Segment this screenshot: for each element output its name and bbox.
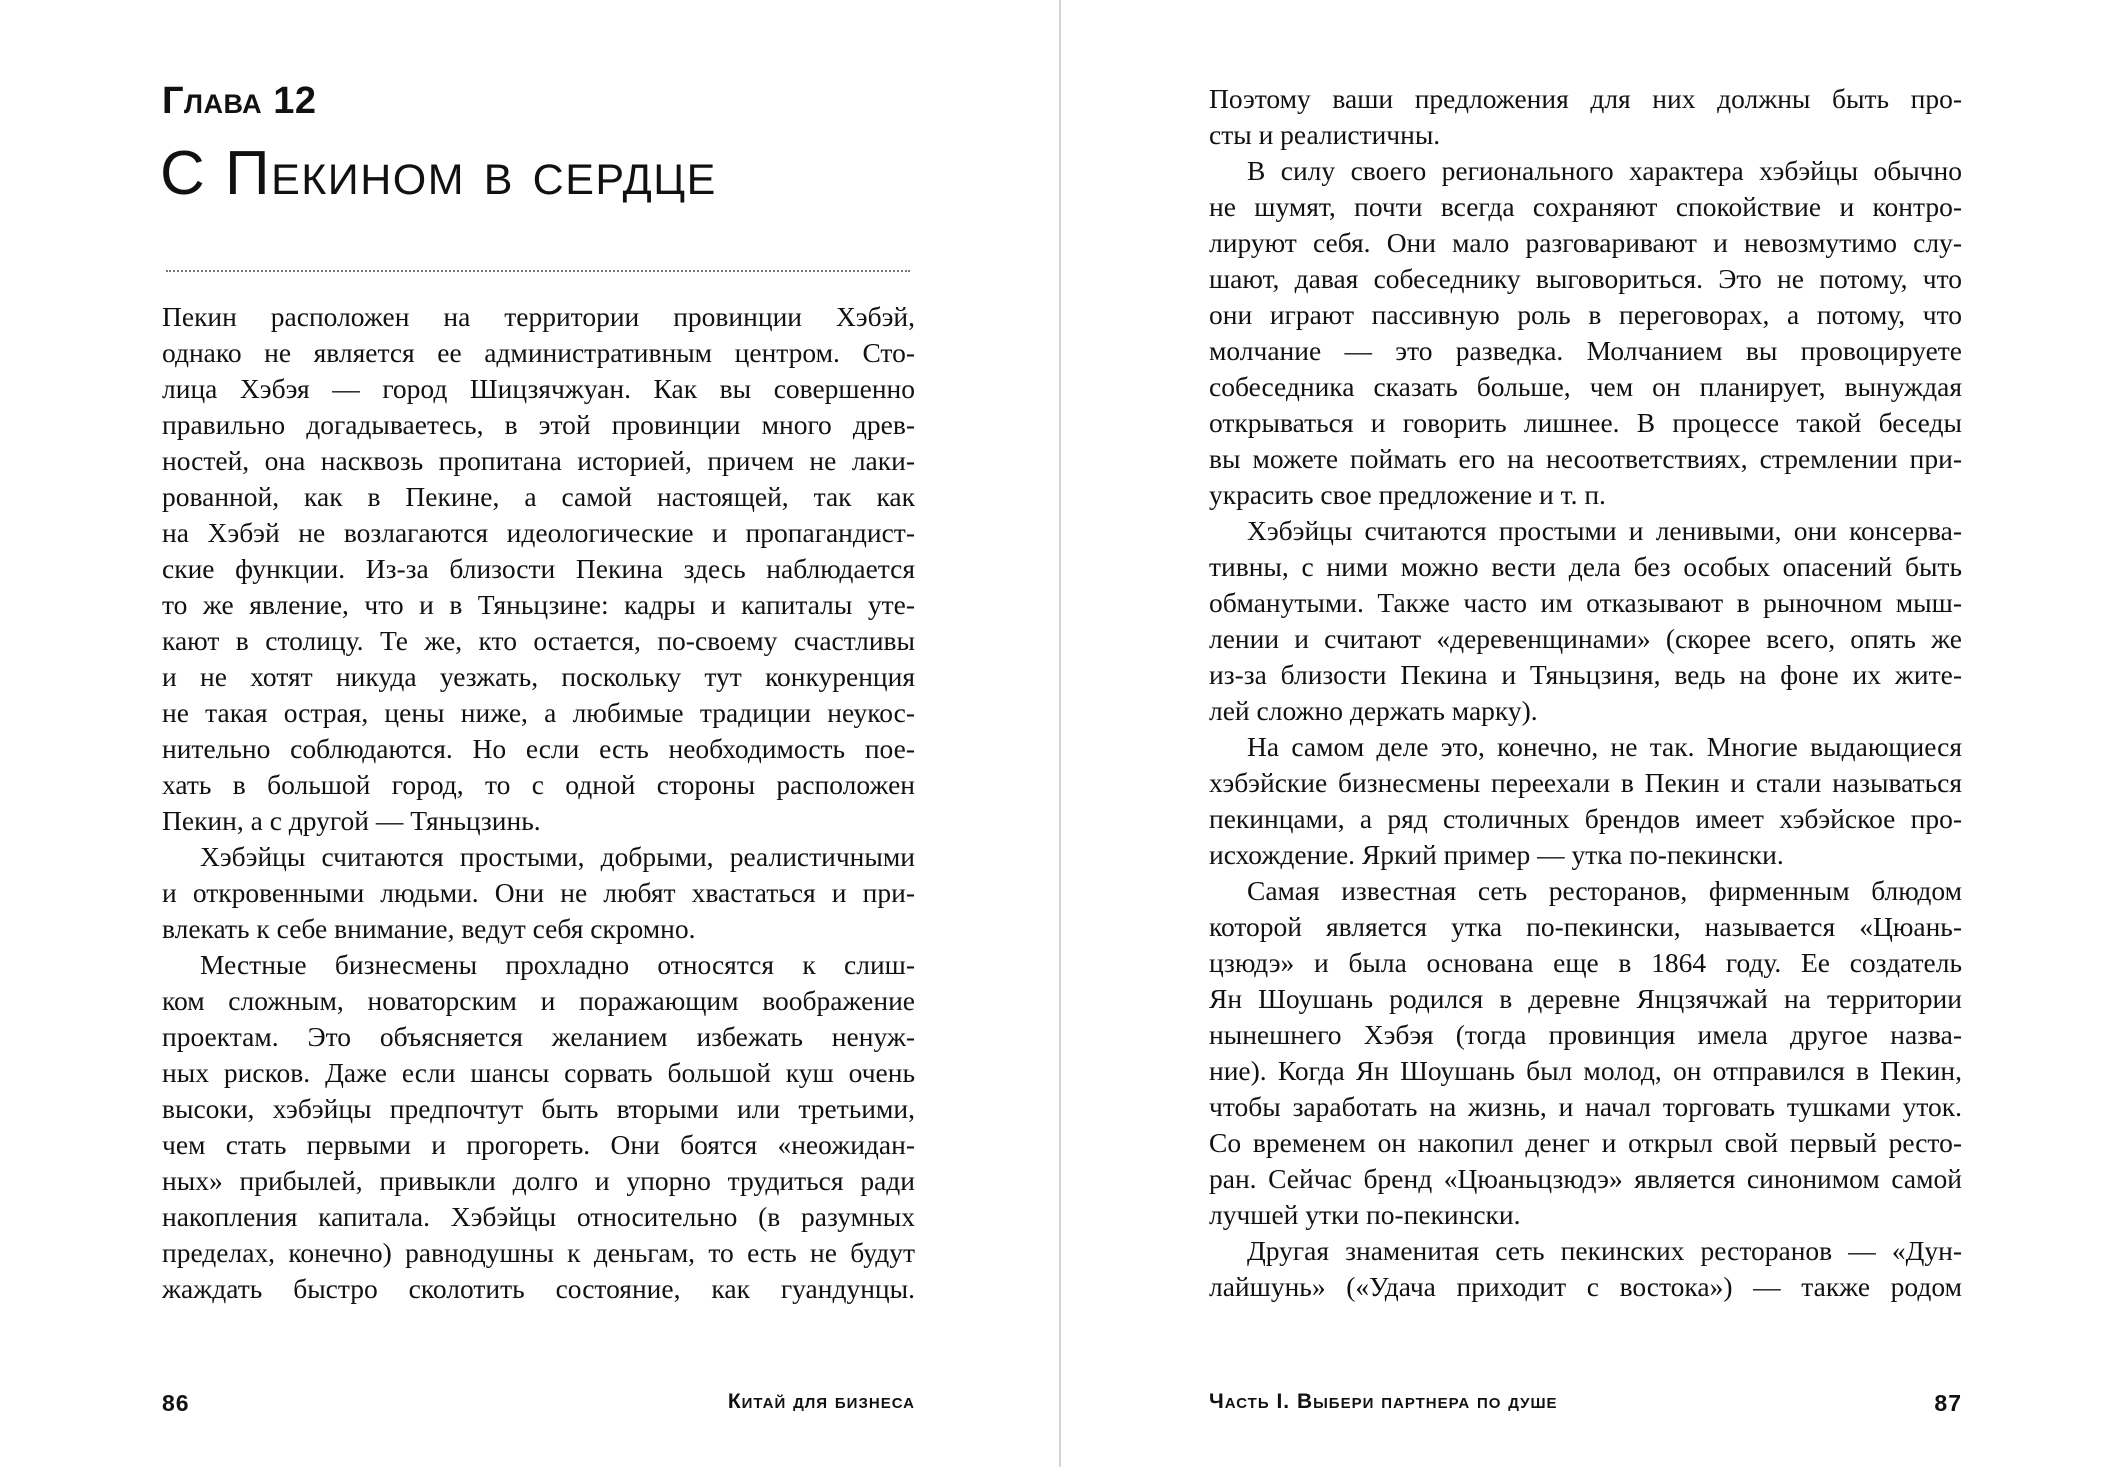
text-line: однако не является ее административным центром. Сто- (162, 337, 915, 368)
text-line: лируют себя. Они мало разговаривают и невозмутимо слу- (1209, 227, 1962, 258)
text-line: на Хэбэй не возлагаются идеологические и пропагандист- (162, 517, 915, 548)
text-line: Самая известная сеть ресторанов, фирменным блюдом (1247, 875, 1962, 906)
text-line: Со временем он накопил денег и открыл свой первый ресто- (1209, 1127, 1962, 1158)
text-line: хэбэйские бизнесмены переехали в Пекин и стали называться (1209, 767, 1962, 798)
text-line: лении и считают «деревенщинами» (скорее всего, опять же (1209, 623, 1962, 654)
text-line: высоки, хэбэйцы предпочтут быть вторыми или третьими, (162, 1093, 915, 1124)
text-line: открываться и говорить лишнее. В процессе такой беседы (1209, 407, 1962, 438)
text-line: На самом деле это, конечно, не так. Многие выдающиеся (1247, 731, 1962, 762)
text-line: и откровенными людьми. Они не любят хвастаться и при- (162, 877, 915, 908)
text-line: ностей, она насквозь пропитана историей, причем не лаки- (162, 445, 915, 476)
text-line: шают, давая собеседнику выговориться. Это не потому, что (1209, 263, 1962, 294)
text-line: рованной, как в Пекине, а самой настоящей, так как (162, 481, 915, 512)
text-line: чтобы заработать на жизнь, и начал торговать тушками уток. (1209, 1091, 1962, 1122)
text-line: Хэбэйцы считаются простыми и ленивыми, они консерва- (1247, 515, 1962, 546)
text-line: лучшей утки по-пекински. (1209, 1199, 1521, 1230)
text-line: Пекин расположен на территории провинции Хэбэй, (162, 301, 915, 332)
text-line: нительно соблюдаются. Но если есть необходимость пое- (162, 733, 915, 764)
dotted-separator (166, 270, 910, 272)
paragraph (1209, 81, 1962, 153)
text-line: ние). Когда Ян Шоушань был молод, он отправился в Пекин, (1209, 1055, 1962, 1086)
text-line: Ян Шоушань родился в деревне Янцзячжай на территории (1209, 983, 1962, 1014)
text-line: Пекин, а с другой — Тяньцзинь. (162, 805, 541, 836)
text-line: не шумят, почти всегда сохраняют спокойствие и контро- (1209, 191, 1962, 222)
text-line: нынешнего Хэбэя (тогда провинция имела другое назва- (1209, 1019, 1962, 1050)
text-line: ком сложным, новаторским и поражающим воображение (162, 985, 915, 1016)
text-line: жаждать быстро сколотить состояние, как гуандунцы. (162, 1273, 915, 1304)
text-line: правильно догадываетесь, в этой провинции много древ- (162, 409, 915, 440)
text-line: хать в большой город, то с одной стороны расположен (162, 769, 915, 800)
paragraph (162, 839, 915, 947)
paragraph (1209, 873, 1962, 1233)
text-line: влекать к себе внимание, ведут себя скромно. (162, 913, 696, 944)
text-line: ных рисков. Даже если шансы сорвать большой куш очень (162, 1057, 915, 1088)
page-gutter-divider (1059, 0, 1061, 1467)
text-line: которой является утка по-пекински, называется «Цюань- (1209, 911, 1962, 942)
page-number-right: 87 (1934, 1390, 1962, 1416)
text-line: тивны, с ними можно вести дела без особых опасений быть (1209, 551, 1962, 582)
text-line: лайшунь» («Удача приходит с востока») — также родом (1209, 1271, 1962, 1302)
text-line: чем стать первыми и прогореть. Они боятся «неожидан- (162, 1129, 915, 1160)
text-line: исхождение. Яркий пример — утка по-пекински. (1209, 839, 1784, 870)
text-line: украсить свое предложение и т. п. (1209, 479, 1606, 510)
paragraph (162, 947, 915, 1307)
chapter-label: Глава 12 (162, 80, 317, 122)
paragraph (1209, 513, 1962, 729)
text-line: из-за близости Пекина и Тяньцзиня, ведь на фоне их жите- (1209, 659, 1962, 690)
text-line: ские функции. Из-за близости Пекина здесь наблюдается (162, 553, 915, 584)
text-line: собеседника сказать больше, чем он планирует, вынуждая (1209, 371, 1962, 402)
text-line: то же явление, что и в Тяньцзине: кадры и капиталы уте- (162, 589, 915, 620)
text-line: Поэтому ваши предложения для них должны быть про- (1209, 83, 1962, 114)
text-line: ных» прибылей, привыкли долго и упорно трудиться ради (162, 1165, 915, 1196)
text-line: ран. Сейчас бренд «Цюаньцзюдэ» является синонимом самой (1209, 1163, 1962, 1194)
text-line: сты и реалистичны. (1209, 119, 1441, 150)
text-line: Местные бизнесмены прохладно относятся к слиш- (200, 949, 915, 980)
paragraph (1209, 1233, 1962, 1305)
right-page-body (1209, 81, 1962, 1305)
text-line: не такая острая, цены ниже, а любимые традиции неукос- (162, 697, 915, 728)
text-line: обманутыми. Также часто им отказывают в рыночном мыш- (1209, 587, 1962, 618)
text-line: и не хотят никуда уезжать, поскольку тут конкуренция (162, 661, 915, 692)
running-footer-book-title: Китай для бизнеса (727, 1390, 915, 1413)
chapter-title: С Пекином в сердце (160, 139, 717, 208)
text-line: лей сложно держать марку). (1209, 695, 1538, 726)
text-line: пекинцами, а ряд столичных брендов имеет хэбэйское про- (1209, 803, 1962, 834)
text-line: В силу своего регионального характера хэбэйцы обычно (1247, 155, 1962, 186)
paragraph (1209, 153, 1962, 513)
text-line: пределах, конечно) равнодушны к деньгам, то есть не будут (162, 1237, 915, 1268)
text-line: вы можете поймать его на несоответствиях, стремлении при- (1209, 443, 1962, 474)
text-line: лица Хэбэя — город Шицзячжуан. Как вы совершенно (162, 373, 915, 404)
running-footer-part-title: Часть I. Выбери партнера по душе (1209, 1390, 1558, 1413)
text-line: цзюдэ» и была основана еще в 1864 году. Ее создатель (1209, 947, 1962, 978)
text-line: проектам. Это объясняется желанием избежать ненуж- (162, 1021, 915, 1052)
text-line: Другая знаменитая сеть пекинских ресторанов — «Дун- (1247, 1235, 1962, 1266)
text-line: Хэбэйцы считаются простыми, добрыми, реалистичными (200, 841, 915, 872)
text-line: кают в столицу. Те же, кто остается, по-своему счастливы (162, 625, 915, 656)
paragraph (1209, 729, 1962, 873)
text-line: они играют пассивную роль в переговорах, а потому, что (1209, 299, 1962, 330)
left-page-body (162, 299, 915, 1307)
text-line: молчание — это разведка. Молчанием вы провоцируете (1209, 335, 1962, 366)
text-line: накопления капитала. Хэбэйцы относительно (в разумных (162, 1201, 915, 1232)
page-number-left: 86 (162, 1390, 190, 1416)
paragraph (162, 299, 915, 839)
